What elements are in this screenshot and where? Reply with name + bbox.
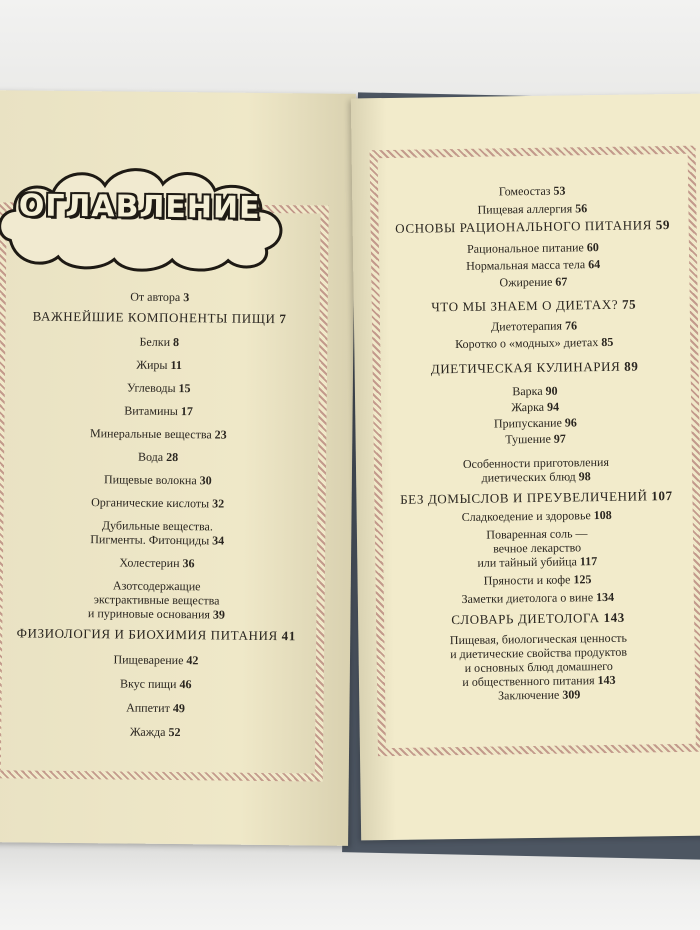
toc-section: БЕЗ ДОМЫСЛОВ И ПРЕУВЕЛИЧЕНИЙ 107 xyxy=(400,488,673,507)
toc-entry: Пищевая аллергия 56 xyxy=(477,201,588,217)
toc-entry: Жажда 52 xyxy=(129,724,181,740)
left-page xyxy=(0,90,356,846)
left-toc-list xyxy=(0,288,318,740)
toc-entry: Гомеостаз 53 xyxy=(498,183,566,199)
toc-entry: Белки 8 xyxy=(139,334,180,350)
right-toc-list xyxy=(382,182,689,704)
toc-entry: Особенности приготовления диетических блюд 98 xyxy=(462,454,610,485)
toc-entry: Вкус пищи 46 xyxy=(119,676,192,692)
toc-section: ДИЕТИЧЕСКАЯ КУЛИНАРИЯ 89 xyxy=(430,358,639,377)
toc-entry: Дубильные вещества. Пигменты. Фитонциды 34 xyxy=(90,518,225,548)
toc-entry: Азотсодержащие экстрактивные вещества и пуриновые основания 39 xyxy=(87,578,226,622)
toc-entry: Органические кислоты 32 xyxy=(91,495,225,511)
toc-entry: Варка 90 xyxy=(512,383,558,399)
toc-entry: Рациональное питание 60 xyxy=(466,240,599,256)
toc-entry: Аппетит 49 xyxy=(126,700,185,716)
toc-entry: Пищевые волокна 30 xyxy=(103,472,212,488)
toc-entry: Сладкоедение и здоровье 108 xyxy=(461,507,612,524)
toc-entry: Заметки диетолога о вине 134 xyxy=(461,589,615,606)
toc-section: ФИЗИОЛОГИЯ И БИОХИМИЯ ПИТАНИЯ 41 xyxy=(16,625,296,644)
toc-entry: От автора 3 xyxy=(130,289,190,305)
toc-section: ОСНОВЫ РАЦИОНАЛЬНОГО ПИТАНИЯ 59 xyxy=(395,217,671,236)
toc-entry: Заключение 309 xyxy=(497,687,581,703)
toc-entry: Диетотерапия 76 xyxy=(490,318,578,334)
toc-section: ЧТО МЫ ЗНАЕМ О ДИЕТАХ? 75 xyxy=(431,296,637,315)
toc-entry: Пищевая, биологическая ценность и диетические свойства продуктов и основных блюд домашнего и общественного питания 143 xyxy=(449,630,628,689)
toc-entry: Вода 28 xyxy=(137,449,179,465)
toc-section: СЛОВАРЬ ДИЕТОЛОГА 143 xyxy=(451,609,625,628)
toc-entry: Минеральные вещества 23 xyxy=(89,426,227,442)
toc-entry: Углеводы 15 xyxy=(127,380,191,396)
toc-entry: Припускание 96 xyxy=(493,415,577,431)
toc-title: ОГЛАВЛЕНИЕ xyxy=(18,188,261,226)
toc-entry: Пищеварение 42 xyxy=(113,652,199,668)
toc-entry: Коротко о «модных» диетах 85 xyxy=(455,334,614,352)
toc-entry: Тушение 97 xyxy=(505,431,566,447)
toc-entry: Жарка 94 xyxy=(511,399,560,415)
toc-entry: Холестерин 36 xyxy=(119,555,195,571)
toc-entry: Нормальная масса тела 64 xyxy=(466,257,601,273)
toc-section: ВАЖНЕЙШИЕ КОМПОНЕНТЫ ПИЩИ 7 xyxy=(32,308,287,327)
toc-entry: Витамины 17 xyxy=(124,403,193,419)
toc-entry: Ожирение 67 xyxy=(499,274,568,290)
toc-entry: Пряности и кофе 125 xyxy=(483,572,592,588)
right-page xyxy=(351,94,700,841)
toc-entry: Поваренная соль — вечное лекарство или тайный убийца 117 xyxy=(477,526,598,570)
toc-entry: Жиры 11 xyxy=(136,357,182,373)
